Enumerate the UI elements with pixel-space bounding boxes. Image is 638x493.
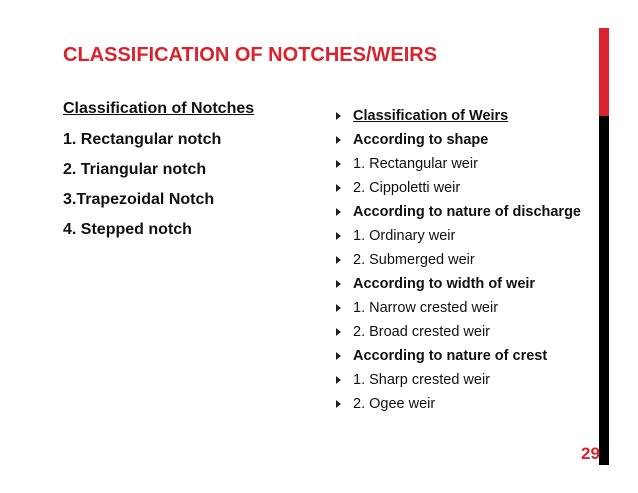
weir-list-item-text: According to nature of crest [353,348,548,364]
weir-list-item-text: 1. Rectangular weir [353,156,478,172]
weir-list-item [336,251,596,269]
triangle-right-icon [336,184,341,192]
side-accent-bar-red [599,28,609,116]
weir-list-item [336,299,596,317]
weir-list-item [336,179,596,197]
weir-list-item [336,395,596,413]
triangle-right-icon [336,376,341,384]
triangle-right-icon [336,232,341,240]
weir-list-item-text: 1. Sharp crested weir [353,372,491,388]
page-number: 29 [581,444,600,463]
notch-item: 3.Trapezoidal Notch [63,191,215,208]
weir-list-item-text: According to nature of discharge [353,204,581,220]
weir-list-item-text: According to width of weir [353,276,536,292]
weir-list-item [336,107,596,125]
triangle-right-icon [336,136,341,144]
triangle-right-icon [336,280,341,288]
weir-list-item [336,131,596,149]
triangle-right-icon [336,400,341,408]
triangle-right-icon [336,208,341,216]
triangle-right-icon [336,256,341,264]
weir-list-item [336,323,596,341]
weir-list-item-text: 2. Broad crested weir [353,324,491,340]
weir-list-item-text: Classification of Weirs [353,108,509,124]
notch-classification-column [63,100,254,250]
weir-list-item [336,227,596,245]
triangle-right-icon [336,160,341,168]
notch-item: 1. Rectangular notch [63,131,222,148]
weir-list-item [336,155,596,173]
weir-classification-list [336,107,596,419]
triangle-right-icon [336,304,341,312]
weir-list-item [336,275,596,293]
triangle-right-icon [336,352,341,360]
notch-item: 4. Stepped notch [63,221,192,238]
weir-list-item-text: 1. Narrow crested weir [353,300,499,316]
weir-list-item [336,347,596,365]
weir-list-item-text: 2. Cippoletti weir [353,180,461,196]
weir-list-item-text: According to shape [353,132,489,148]
weir-list-item-text: 2. Ogee weir [353,396,436,412]
slide-title: CLASSIFICATION OF NOTCHES/WEIRS [63,44,438,66]
notch-classification-heading: Classification of Notches [63,100,255,117]
triangle-right-icon [336,112,341,120]
weir-list-item-text: 2. Submerged weir [353,252,475,268]
triangle-right-icon [336,328,341,336]
side-accent-bar-black [599,116,609,465]
weir-list-item [336,371,596,389]
weir-list-item [336,203,596,221]
weir-list-item-text: 1. Ordinary weir [353,228,456,244]
notch-item: 2. Triangular notch [63,161,207,178]
